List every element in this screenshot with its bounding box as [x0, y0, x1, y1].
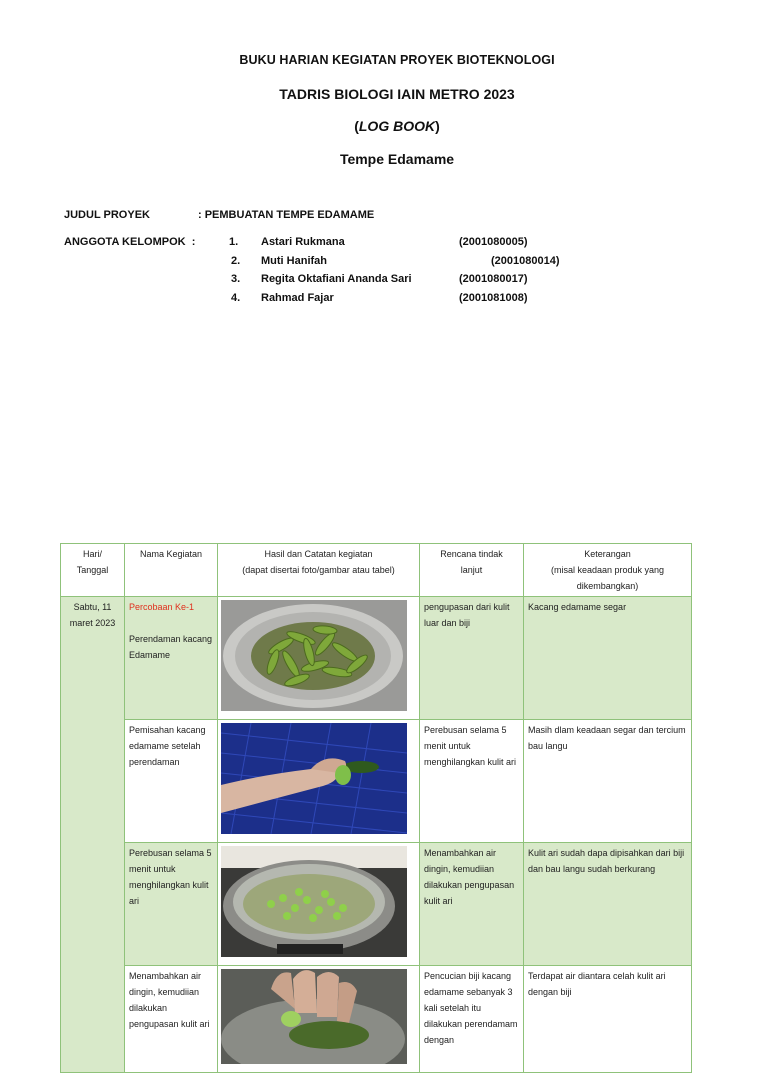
table-row — [61, 966, 692, 1073]
table-header-row — [61, 544, 692, 597]
member-name: Astari Rukmana — [261, 236, 345, 248]
project-title-label: JUDUL PROYEK — [64, 209, 150, 221]
header-day: Hari/ Tanggal — [61, 544, 125, 597]
table-row — [61, 720, 692, 843]
hand-strainer-photo — [221, 723, 407, 834]
member-number: 1. — [229, 236, 239, 248]
peeling-hand-photo — [221, 969, 407, 1064]
member-nim: (2001080005) — [459, 236, 528, 248]
logbook-title: BUKU HARIAN KEGIATAN PROYEK BIOTEKNOLOGI — [239, 53, 555, 67]
members-label: ANGGOTA KELOMPOK : — [64, 236, 196, 248]
member-name: Muti Hanifah — [261, 255, 327, 267]
member-number: 4. — [231, 292, 241, 304]
photo-cell — [218, 843, 420, 966]
activity-cell: Menambahkan air dingin, kemudiian dilakukan pengupasan kulit ari — [125, 966, 218, 1073]
next-plan-cell: pengupasan dari kulit luar dan biji — [420, 597, 524, 720]
table-row — [61, 843, 692, 966]
next-plan-cell: Pencucian biji kacang edamame sebanyak 3 kali setelah itu dilakukan perendamam dengan — [420, 966, 524, 1073]
header-notes: Keterangan (misal keadaan produk yang dikembangkan) — [524, 544, 692, 597]
product-title: Tempe Edamame — [339, 151, 455, 167]
notes-cell: Masih dlam keadaan segar dan tercium bau langu — [524, 720, 692, 843]
member-nim: (2001080014) — [491, 255, 560, 267]
member-name: Rahmad Fajar — [261, 292, 334, 304]
photo-cell — [218, 720, 420, 843]
photo-cell — [218, 597, 420, 720]
trial-label: Percobaan Ke-1 — [129, 602, 195, 612]
program-title: TADRIS BIOLOGI IAIN METRO 2023 — [279, 86, 515, 102]
activity-cell: Percobaan Ke-1 Perendaman kacang Edamame — [125, 597, 218, 720]
day-cell: Sabtu, 11 maret 2023 — [61, 597, 125, 1073]
header-next-plan: Rencana tindak lanjut — [420, 544, 524, 597]
header-results: Hasil dan Catatan kegiatan (dapat disertai foto/gambar atau tabel) — [218, 544, 420, 597]
activity-cell: Pemisahan kacang edamame setelah perendaman — [125, 720, 218, 843]
notes-cell: Kulit ari sudah dapa dipisahkan dari biji dan bau langu sudah berkurang — [524, 843, 692, 966]
table-row — [61, 597, 692, 720]
notes-cell: Terdapat air diantara celah kulit ari dengan biji — [524, 966, 692, 1073]
member-number: 2. — [231, 255, 241, 267]
project-title-value: : PEMBUATAN TEMPE EDAMAME — [198, 209, 375, 221]
next-plan-cell: Perebusan selama 5 menit untuk menghilangkan kulit ari — [420, 720, 524, 843]
logbook-subtitle: (LOG BOOK) — [354, 118, 440, 134]
member-name: Regita Oktafiani Ananda Sari — [261, 273, 412, 285]
next-plan-cell: Menambahkan air dingin, kemudiian dilakukan pengupasan kulit ari — [420, 843, 524, 966]
edamame-bowl-photo — [221, 600, 407, 711]
member-number: 3. — [231, 273, 241, 285]
logbook-table — [60, 543, 692, 1073]
notes-cell: Kacang edamame segar — [524, 597, 692, 720]
member-nim: (2001081008) — [459, 292, 528, 304]
boiling-pot-photo — [221, 846, 407, 957]
header-activity: Nama Kegiatan — [125, 544, 218, 597]
activity-cell: Perebusan selama 5 menit untuk menghilangkan kulit ari — [125, 843, 218, 966]
member-nim: (2001080017) — [459, 273, 528, 285]
photo-cell — [218, 966, 420, 1073]
